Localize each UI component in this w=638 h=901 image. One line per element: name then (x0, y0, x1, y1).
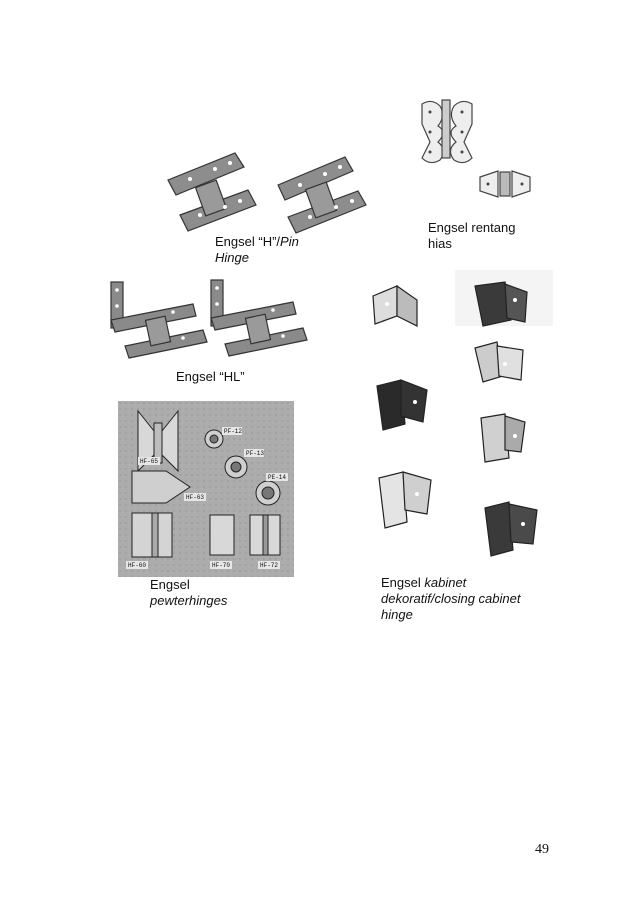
cabinet-hinge-figure (355, 268, 555, 568)
hl-hinge-figure (103, 276, 323, 366)
figure-label-pf13: PF-13 (246, 450, 265, 457)
pewter-hinge-caption-line2: pewterhinges (150, 593, 228, 608)
figure-label-pf12: PF-12 (224, 428, 243, 435)
figure-label-hf65: HF-65 (140, 458, 159, 465)
hl-hinge-illustration (103, 276, 323, 366)
cabinet-hinge-caption (381, 575, 551, 622)
decorative-hinge-caption-line1: Engsel rentang (428, 220, 516, 235)
page-number: 49 (535, 842, 549, 857)
pin-hinge-figure (160, 145, 390, 240)
hl-hinge-caption-text: Engsel “HL” (176, 369, 245, 384)
pin-hinge-caption-prefix: Engsel “H”/ (215, 234, 281, 249)
decorative-hinge-caption-line2: hias (428, 236, 452, 251)
pin-hinge-caption-italic: Pin Hinge (215, 234, 299, 265)
pewter-hinge-caption (150, 577, 270, 609)
cabinet-hinge-caption-italic2: dekoratif/closing cabinet (381, 591, 521, 606)
pewter-hinge-figure (118, 401, 294, 577)
cabinet-hinge-caption-italic3: hinge (381, 607, 413, 622)
decorative-hinge-caption (428, 220, 548, 251)
pewter-hinge-caption-line1: Engsel (150, 577, 190, 592)
figure-label-hf72: HF-72 (260, 562, 279, 569)
hl-hinge-caption (176, 369, 276, 385)
pewter-hinge-illustration (118, 401, 294, 577)
decorative-hinge-illustration (412, 92, 552, 212)
pin-hinge-illustration (160, 145, 390, 240)
pin-hinge-caption (215, 234, 315, 266)
decorative-hinge-figure (412, 92, 552, 212)
figure-label-hf70: HF-70 (212, 562, 231, 569)
figure-label-hf63: HF-63 (186, 494, 205, 501)
figure-label-pe14: PE-14 (268, 474, 287, 481)
figure-label-hf60: HF-60 (128, 562, 147, 569)
cabinet-hinge-caption-italic1: kabinet (424, 575, 467, 590)
cabinet-hinge-illustration (355, 268, 555, 568)
cabinet-hinge-caption-prefix: Engsel (381, 575, 425, 590)
